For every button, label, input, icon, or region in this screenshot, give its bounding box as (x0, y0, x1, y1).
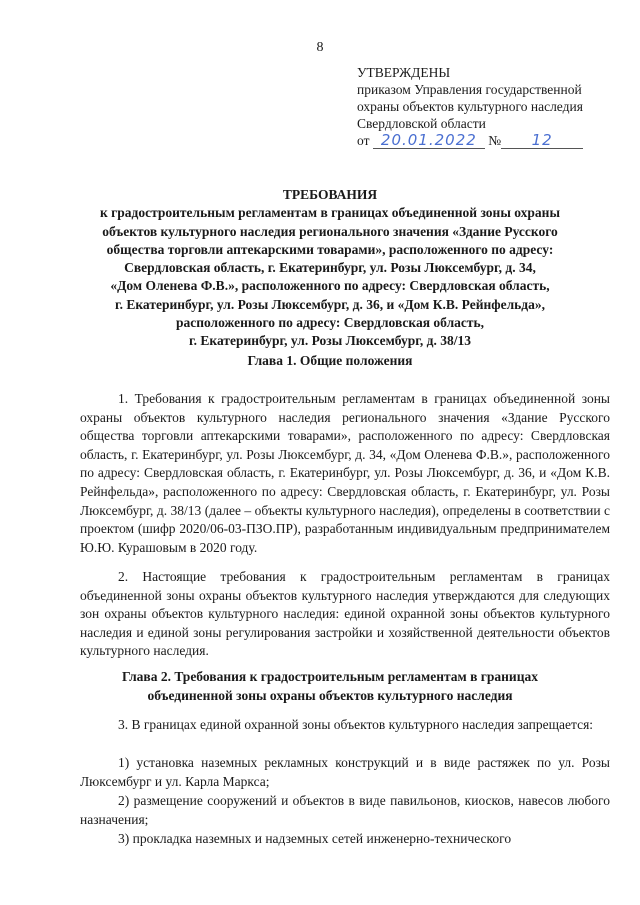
title-line: Свердловская область, г. Екатеринбург, ул. Розы Люксембург, д. 34, (124, 260, 536, 276)
document-title (60, 186, 600, 351)
approval-line: охраны объектов культурного наследия (357, 99, 583, 114)
paragraph-2: 2. Настоящие требования к градостроительным регламентам в границах объединенной зоны охраны объектов культурного наследия утверждаются для следующих зон охраны объектов культурного наследия: единой охранной зоны объектов культурного наследия и единой зоны регулирования застройки и хозяйственной деятельности объектов культурного наследия. (80, 569, 610, 659)
number-field (501, 133, 583, 149)
chapter-1-heading: Глава 1. Общие положения (247, 353, 413, 368)
chapter-2-heading-line: Глава 2. Требования к градостроительным регламентам в границах (122, 669, 538, 684)
number-sign: № (488, 133, 502, 148)
approval-line: приказом Управления государственной (357, 82, 582, 97)
chapter-2-heading (60, 668, 600, 705)
title-line: объектов культурного наследия регионального значения «Здание Русского (102, 223, 558, 239)
page-number: 8 (316, 40, 324, 55)
title-line: к градостроительным регламентам в границах объединенной зоны охраны (99, 205, 560, 221)
date-field (373, 133, 485, 149)
title-line: общества торговли аптекарскими товарами», расположенного по адресу: (106, 241, 554, 257)
paragraph-1: 1. Требования к градостроительным регламентам в границах объединенной зоны охраны объектов культурного наследия регионального значения «Здание Русского общества торговли аптекарскими товарами», расположенного по адресу: Свердловская область, г. Екатеринбург, ул. Розы Люксембург, д. 34, «Дом Оленева Ф.В.», расположенного по адресу: Свердловская область, г. Екатеринбург, ул. Розы Люксембург, д. 36, и «Дом К.В. Рейнфельда», расположенного по адресу: Свердловская область, г. Екатеринбург, ул. Розы Люксембург, д. 38/13 (далее – объекты культурного наследия), определены в соответствии с проектом (шифр 2020/06-03-ПЗО.ПР), разработанным индивидуальным предпринимателем Ю.Ю. Курашовым в 2020 году. (80, 391, 610, 555)
approval-date-line (357, 132, 627, 149)
list-item-2: 2) размещение сооружений и объектов в виде павильонов, киосков, навесов любого назначения; (80, 793, 610, 827)
date-prefix: от (357, 133, 370, 148)
handwritten-date: 20.01.2022 (380, 131, 477, 149)
paragraph-3: 3. В границах единой охранной зоны объектов культурного наследия запрещается: (118, 717, 594, 732)
title-heading: ТРЕБОВАНИЯ (282, 187, 378, 202)
title-line: «Дом Оленева Ф.В.», расположенного по адресу: Свердловская область, (110, 278, 550, 294)
list-item-1: 1) установка наземных рекламных конструкций и в виде растяжек по ул. Розы Люксембург и ул. Карла Маркса; (80, 755, 610, 789)
title-line: расположенного по адресу: Свердловская область, (175, 315, 485, 331)
approval-line: Свердловской области (357, 116, 486, 131)
list-item-3: 3) прокладка наземных и надземных сетей инженерно-технического (118, 831, 512, 846)
chapter-2-heading-line: объединенной зоны охраны объектов культурного наследия (147, 687, 513, 703)
approval-block (357, 64, 627, 149)
handwritten-number: 12 (531, 131, 553, 149)
title-line: г. Екатеринбург, ул. Розы Люксембург, д. 38/13 (189, 333, 471, 349)
approval-heading: УТВЕРЖДЕНЫ (357, 65, 451, 80)
title-line: г. Екатеринбург, ул. Розы Люксембург, д. 36, и «Дом К.В. Рейнфельда», (115, 296, 545, 312)
